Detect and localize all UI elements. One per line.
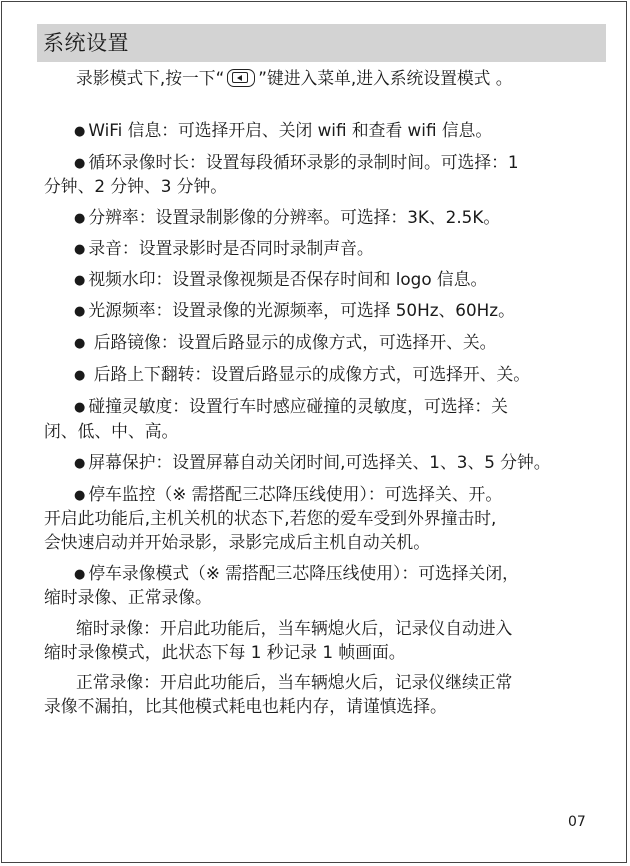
resolution-text: 分辨率：设置录制影像的分辨率。可选择：3K、2.5K。 <box>88 207 501 227</box>
bullet-icon: ● <box>74 456 86 471</box>
light-frequency-text: 光源频率：设置录像的光源频率，可选择 50Hz、60Hz。 <box>88 300 515 320</box>
parking-monitor-item <box>74 482 502 509</box>
section-title: 系统设置 <box>43 31 129 55</box>
light-frequency-item <box>74 298 515 325</box>
intro-line <box>76 66 513 90</box>
bullet-icon: ● <box>74 211 86 226</box>
rear-mirror-item <box>74 330 496 357</box>
parking-record-mode-item <box>74 561 519 588</box>
parking-monitor-text: 停车监控（※ 需搭配三芯降压线使用）：可选择关、开。 <box>88 484 503 504</box>
bullet-icon: ● <box>74 400 86 415</box>
parking-record-mode-text: 停车录像模式（※ 需搭配三芯降压线使用）：可选择关闭， <box>88 563 519 583</box>
wifi-info-text: WiFi 信息：可选择开启、关闭 wifi 和查看 wifi 信息。 <box>88 120 493 140</box>
bullet-icon: ● <box>74 304 86 319</box>
bullet-icon: ● <box>74 242 86 257</box>
normal-record-paragraph-cont: 录像不漏拍，比其他模式耗电也耗内存，请谨慎选择。 <box>44 696 447 716</box>
collision-sensitivity-text-cont: 闭、低、中、高。 <box>44 421 179 441</box>
screensaver-item <box>74 450 551 477</box>
intro-text-before: 录影模式下,按一下“ <box>76 68 225 88</box>
wifi-info-item <box>74 118 492 145</box>
watermark-text: 视频水印：设置录像视频是否保存时间和 logo 信息。 <box>88 269 488 289</box>
normal-record-paragraph: 正常录像：开启此功能后，当车辆熄火后，记录仪继续正常 <box>76 672 513 692</box>
loop-record-text: 循环录像时长：设置每段循环录影的录制时间。可选择：1 <box>88 152 519 172</box>
parking-monitor-text-cont-2: 会快速启动并开始录影，录影完成后主机自动关机。 <box>44 532 430 552</box>
section-header <box>37 24 606 62</box>
bullet-icon: ● <box>74 336 86 351</box>
resolution-item <box>74 205 500 232</box>
bullet-icon: ● <box>74 273 86 288</box>
rear-mirror-text: 后路镜像：设置后路显示的成像方式，可选择开、关。 <box>93 332 497 352</box>
parking-record-mode-text-cont: 缩时录像、正常录像。 <box>44 587 212 607</box>
bullet-icon: ● <box>74 156 86 171</box>
parking-monitor-text-cont-1: 开启此功能后,主机关机的状态下,若您的爱车受到外界撞击时, <box>44 508 497 528</box>
screensaver-text: 屏幕保护：设置屏幕自动关闭时间,可选择关、1、3、5 分钟。 <box>88 452 551 472</box>
timelapse-paragraph-cont: 缩时录像模式，此状态下每 1 秒记录 1 帧画面。 <box>44 642 406 662</box>
bullet-icon: ● <box>74 124 86 139</box>
bullet-icon: ● <box>74 488 86 503</box>
bullet-icon: ● <box>74 567 86 582</box>
rear-flip-text: 后路上下翻转：设置后路显示的成像方式，可选择开、关。 <box>93 364 531 384</box>
back-key-icon <box>227 69 255 87</box>
collision-sensitivity-item <box>74 394 508 421</box>
loop-record-text-cont: 分钟、2 分钟、3 分钟。 <box>44 176 228 196</box>
rear-flip-item <box>74 362 530 389</box>
audio-item <box>74 236 374 263</box>
page-number: 07 <box>568 814 586 830</box>
audio-text: 录音：设置录影时是否同时录制声音。 <box>88 238 374 258</box>
collision-sensitivity-text: 碰撞灵敏度：设置行车时感应碰撞的灵敏度，可选择：关 <box>88 396 508 416</box>
watermark-item <box>74 267 487 294</box>
timelapse-paragraph: 缩时录像：开启此功能后，当车辆熄火后，记录仪自动进入 <box>76 618 513 638</box>
intro-text-after: ”键进入菜单,进入系统设置模式 。 <box>258 68 513 88</box>
loop-record-item <box>74 150 519 177</box>
bullet-icon: ● <box>74 368 86 383</box>
